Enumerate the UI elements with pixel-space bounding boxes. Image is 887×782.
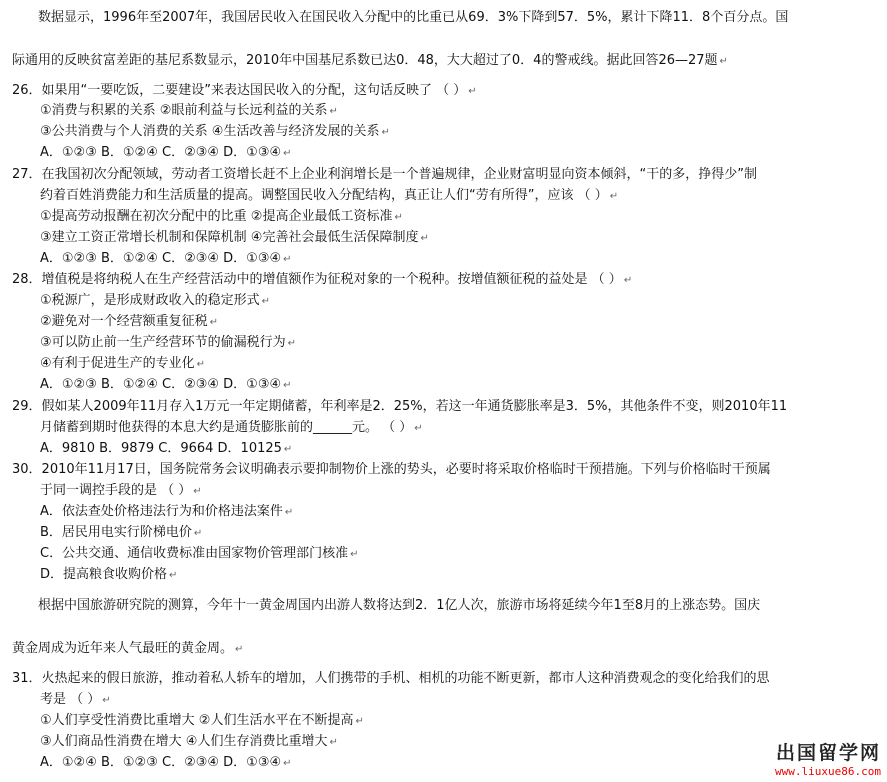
- question-28-option-3: ③可以防止前一生产经营环节的偷漏税行为 ↵: [40, 335, 297, 350]
- question-26-answers: A．①②③ B．①②④ C．②③④ D．①③④ ↵: [40, 145, 292, 160]
- paragraph-mark-icon: ↵: [196, 359, 206, 370]
- paragraph-mark-icon: ↵: [350, 549, 359, 560]
- paragraph-mark-icon: ↵: [283, 148, 292, 159]
- paragraph-mark-icon: ↵: [609, 191, 619, 202]
- question-29-answers: A．9810 B．9879 C．9664 D．10125 ↵: [40, 441, 293, 456]
- paragraph-mark-icon: ↵: [623, 275, 633, 286]
- question-31-options-2: ③人们商品性消费在增大 ④人们生存消费比重增大 ↵: [40, 734, 338, 749]
- passage-2-line-1: 根据中国旅游研究院的测算，今年十一黄金周国内出游人数将达到2．1亿人次，旅游市场将延续今年1至8月的上涨态势。国庆: [38, 598, 761, 613]
- paragraph-mark-icon: ↵: [329, 737, 338, 748]
- question-27-options-2: ③建立工资正常增长机制和保障机制 ④完善社会最低生活保障制度 ↵: [40, 230, 429, 245]
- question-31-answers: A．①②④ B．①②③ C．②③④ D．①③④ ↵: [40, 755, 292, 770]
- passage-line-2: 际通用的反映贫富差距的基尼系数显示，2010年中国基尼系数已达0．48，大大超过了0．4的警戒线。据此回答26—27题 ↵: [12, 53, 728, 68]
- question-31-options-1: ①人们享受性消费比重增大 ②人们生活水平在不断提高 ↵: [40, 713, 364, 728]
- paragraph-mark-icon: ↵: [283, 444, 293, 455]
- paragraph-mark-icon: ↵: [283, 380, 292, 391]
- question-28-answers: A．①②③ B．①②④ C．②③④ D．①③④ ↵: [40, 377, 292, 392]
- question-30-stem-2: 于同一调控手段的是 （ ） ↵: [40, 483, 202, 498]
- question-28-option-1: ①税源广，是形成财政收入的稳定形式 ↵: [40, 293, 271, 308]
- question-28-option-4: ④有利于促进生产的专业化 ↵: [40, 356, 206, 371]
- passage-2-line-2: 黄金周成为近年来人气最旺的黄金周。 ↵: [12, 641, 244, 656]
- question-30-option-a: A．依法查处价格违法行为和价格违法案件 ↵: [40, 504, 294, 519]
- question-31-stem-2: 考是 （ ） ↵: [40, 692, 111, 707]
- paragraph-mark-icon: ↵: [355, 716, 364, 727]
- paragraph-mark-icon: ↵: [283, 254, 292, 265]
- passage-line-1: 数据显示，1996年至2007年，我国居民收入在国民收入分配中的比重已从69．3%下降到57．5%，累计下降11．8个百分点。国: [38, 10, 789, 25]
- paragraph-mark-icon: ↵: [193, 486, 202, 497]
- question-30-option-d: D．提高粮食收购价格 ↵: [40, 567, 178, 582]
- paragraph-mark-icon: ↵: [719, 56, 728, 67]
- paragraph-mark-icon: ↵: [287, 338, 297, 349]
- question-27-options-1: ①提高劳动报酬在初次分配中的比重 ②提高企业最低工资标准 ↵: [40, 209, 403, 224]
- paragraph-mark-icon: ↵: [381, 127, 390, 138]
- question-28-stem: 28．增值税是将纳税人在生产经营活动中的增值额作为征税对象的一个税种。按增值额征税的益处是 （ ） ↵: [12, 272, 633, 287]
- paragraph-mark-icon: ↵: [235, 644, 244, 655]
- question-29-stem-1: 29．假如某人2009年11月存入1万元一年定期储蓄，年利率是2．25%，若这一年通货膨胀率是3．5%，其他条件不变，则2010年11: [12, 399, 788, 414]
- watermark: [775, 738, 881, 778]
- paragraph-mark-icon: ↵: [261, 296, 271, 307]
- question-27-answers: A．①②③ B．①②④ C．②③④ D．①③④ ↵: [40, 251, 292, 266]
- watermark-url: www.liuxue86.com: [775, 765, 881, 778]
- question-31-stem-1: 31．火热起来的假日旅游，推动着私人轿车的增加，人们携带的手机、相机的功能不断更新，都市人这种消费观念的变化给我们的思: [12, 671, 770, 686]
- question-30-option-b: B．居民用电实行阶梯电价 ↵: [40, 525, 203, 540]
- question-27-stem-2: 约着百姓消费能力和生活质量的提高。调整国民收入分配结构，真正让人们“劳有所得”，应该 （ ） ↵: [40, 188, 619, 203]
- paragraph-mark-icon: ↵: [284, 507, 294, 518]
- question-26-stem: 26．如果用“一要吃饭，二要建设”来表达国民收入的分配，这句话反映了 （ ） ↵: [12, 83, 477, 98]
- paragraph-mark-icon: ↵: [420, 233, 429, 244]
- paragraph-mark-icon: ↵: [414, 423, 423, 434]
- paragraph-mark-icon: ↵: [193, 528, 203, 539]
- paragraph-mark-icon: ↵: [329, 106, 338, 117]
- paragraph-mark-icon: ↵: [209, 317, 219, 328]
- question-30-stem-1: 30．2010年11月17日，国务院常务会议明确表示要抑制物价上涨的势头，必要时将采取价格临时干预措施。下列与价格临时干预属: [12, 462, 771, 477]
- watermark-title: 出国留学网: [775, 742, 881, 764]
- question-29-stem-2: 月储蓄到期时他获得的本息大约是通货膨胀前的______元。 （ ） ↵: [40, 420, 423, 435]
- question-27-stem-1: 27．在我国初次分配领域，劳动者工资增长赶不上企业利润增长是一个普遍规律，企业财富明显向资本倾斜，“干的多，挣得少”制: [12, 167, 758, 182]
- question-30-option-c: C．公共交通、通信收费标准由国家物价管理部门核准 ↵: [40, 546, 359, 561]
- paragraph-mark-icon: ↵: [169, 570, 178, 581]
- paragraph-mark-icon: ↵: [394, 212, 403, 223]
- paragraph-mark-icon: ↵: [102, 695, 111, 706]
- question-28-option-2: ②避免对一个经营额重复征税 ↵: [40, 314, 219, 329]
- question-26-options-1: ①消费与积累的关系 ②眼前利益与长远利益的关系 ↵: [40, 103, 338, 118]
- paragraph-mark-icon: ↵: [468, 86, 477, 97]
- question-26-options-2: ③公共消费与个人消费的关系 ④生活改善与经济发展的关系 ↵: [40, 124, 390, 139]
- paragraph-mark-icon: ↵: [283, 758, 292, 769]
